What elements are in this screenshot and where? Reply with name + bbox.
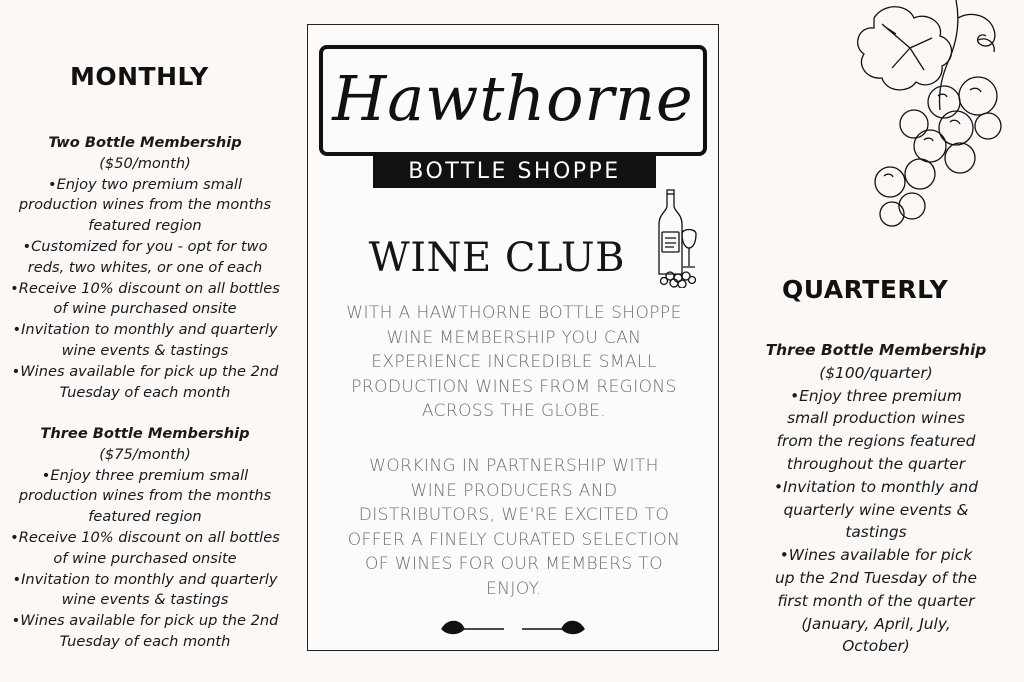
paragraph-line: EXPERIENCE INCREDIBLE SMALL	[371, 352, 657, 373]
plan-title: Three Bottle Membership	[765, 341, 987, 359]
monthly-plan-two-bottle	[0, 133, 290, 403]
plan-line: of wine purchased onsite	[53, 300, 237, 318]
quarterly-heading: QUARTERLY	[782, 275, 949, 304]
plan-line: throughout the quarter	[786, 454, 966, 473]
plan-price: ($75/month)	[99, 445, 191, 463]
paragraph-line: OFFER A FINELY CURATED SELECTION	[347, 529, 681, 550]
leaf-divider-icon	[438, 616, 588, 640]
plan-line: •Enjoy three premium small	[41, 466, 249, 484]
plan-line: tastings	[845, 523, 907, 542]
plan-line: •Enjoy three premium	[790, 386, 962, 405]
wine-club-card	[307, 24, 719, 651]
plan-title: Two Bottle Membership	[48, 134, 242, 151]
logo-script-text: Hawthorne	[332, 62, 694, 135]
paragraph-line: WORKING IN PARTNERSHIP WITH	[369, 456, 659, 476]
plan-line: production wines from the months	[18, 487, 272, 505]
wine-club-title: WINE CLUB	[368, 235, 625, 281]
plan-line: featured region	[88, 217, 202, 235]
paragraph-line: ACROSS THE GLOBE.	[421, 401, 607, 422]
plan-line: featured region	[88, 508, 202, 526]
plan-price: ($50/month)	[99, 154, 191, 172]
plan-price: ($100/quarter)	[819, 363, 933, 382]
plan-line: October)	[842, 637, 910, 656]
intro-paragraph	[316, 301, 712, 424]
plan-line: first month of the quarter	[777, 591, 975, 610]
plan-line: reds, two whites, or one of each	[27, 258, 263, 276]
plan-line: •Enjoy two premium small	[47, 175, 243, 193]
partnership-paragraph	[316, 454, 712, 602]
plan-line: up the 2nd Tuesday of the	[774, 568, 978, 587]
plan-line: •Invitation to monthly and quarterly	[12, 570, 278, 588]
plan-line: •Invitation to monthly and	[773, 477, 979, 496]
logo-band-text: BOTTLE SHOPPE	[373, 156, 656, 188]
logo-frame	[319, 45, 707, 156]
paragraph-line: WITH A HAWTHORNE BOTTLE SHOPPE	[346, 303, 682, 323]
paragraph-line: OF WINES FOR OUR MEMBERS TO	[365, 554, 663, 575]
plan-line: •Wines available for pick	[779, 546, 973, 565]
plan-line: (January, April, July,	[801, 614, 951, 633]
plan-line: •Receive 10% discount on all bottles	[10, 528, 280, 546]
plan-line: of wine purchased onsite	[53, 549, 237, 567]
plan-line: •Invitation to monthly and quarterly	[12, 321, 278, 339]
plan-line: production wines from the months	[18, 196, 272, 214]
paragraph-line: WINE MEMBERSHIP YOU CAN	[386, 327, 642, 348]
wine-bottle-glass-icon	[658, 188, 704, 288]
paragraph-line: ENJOY.	[486, 578, 542, 599]
plan-line: small production wines	[787, 409, 965, 428]
plan-line: •Wines available for pick up the 2nd	[11, 612, 279, 630]
monthly-heading: MONTHLY	[70, 62, 209, 91]
paragraph-line: WINE PRODUCERS AND	[410, 480, 618, 501]
plan-line: Tuesday of each month	[59, 632, 231, 650]
paragraph-line: PRODUCTION WINES FROM REGIONS	[351, 376, 677, 397]
monthly-plan-three-bottle	[0, 424, 290, 653]
plan-line: wine events & tastings	[61, 591, 229, 609]
quarterly-plan-three-bottle	[748, 339, 1004, 658]
plan-line: •Customized for you - opt for two	[22, 237, 268, 255]
plan-line: wine events & tastings	[61, 341, 229, 359]
plan-line: Tuesday of each month	[59, 383, 231, 401]
plan-line: from the regions featured	[776, 432, 976, 451]
paragraph-line: DISTRIBUTORS, WE'RE EXCITED TO	[358, 505, 670, 526]
plan-line: quarterly wine events &	[783, 500, 969, 519]
plan-line: •Wines available for pick up the 2nd	[11, 362, 279, 380]
plan-line: •Receive 10% discount on all bottles	[10, 279, 280, 297]
grape-vine-illustration-icon	[838, 0, 1024, 240]
plan-title: Three Bottle Membership	[40, 425, 250, 442]
